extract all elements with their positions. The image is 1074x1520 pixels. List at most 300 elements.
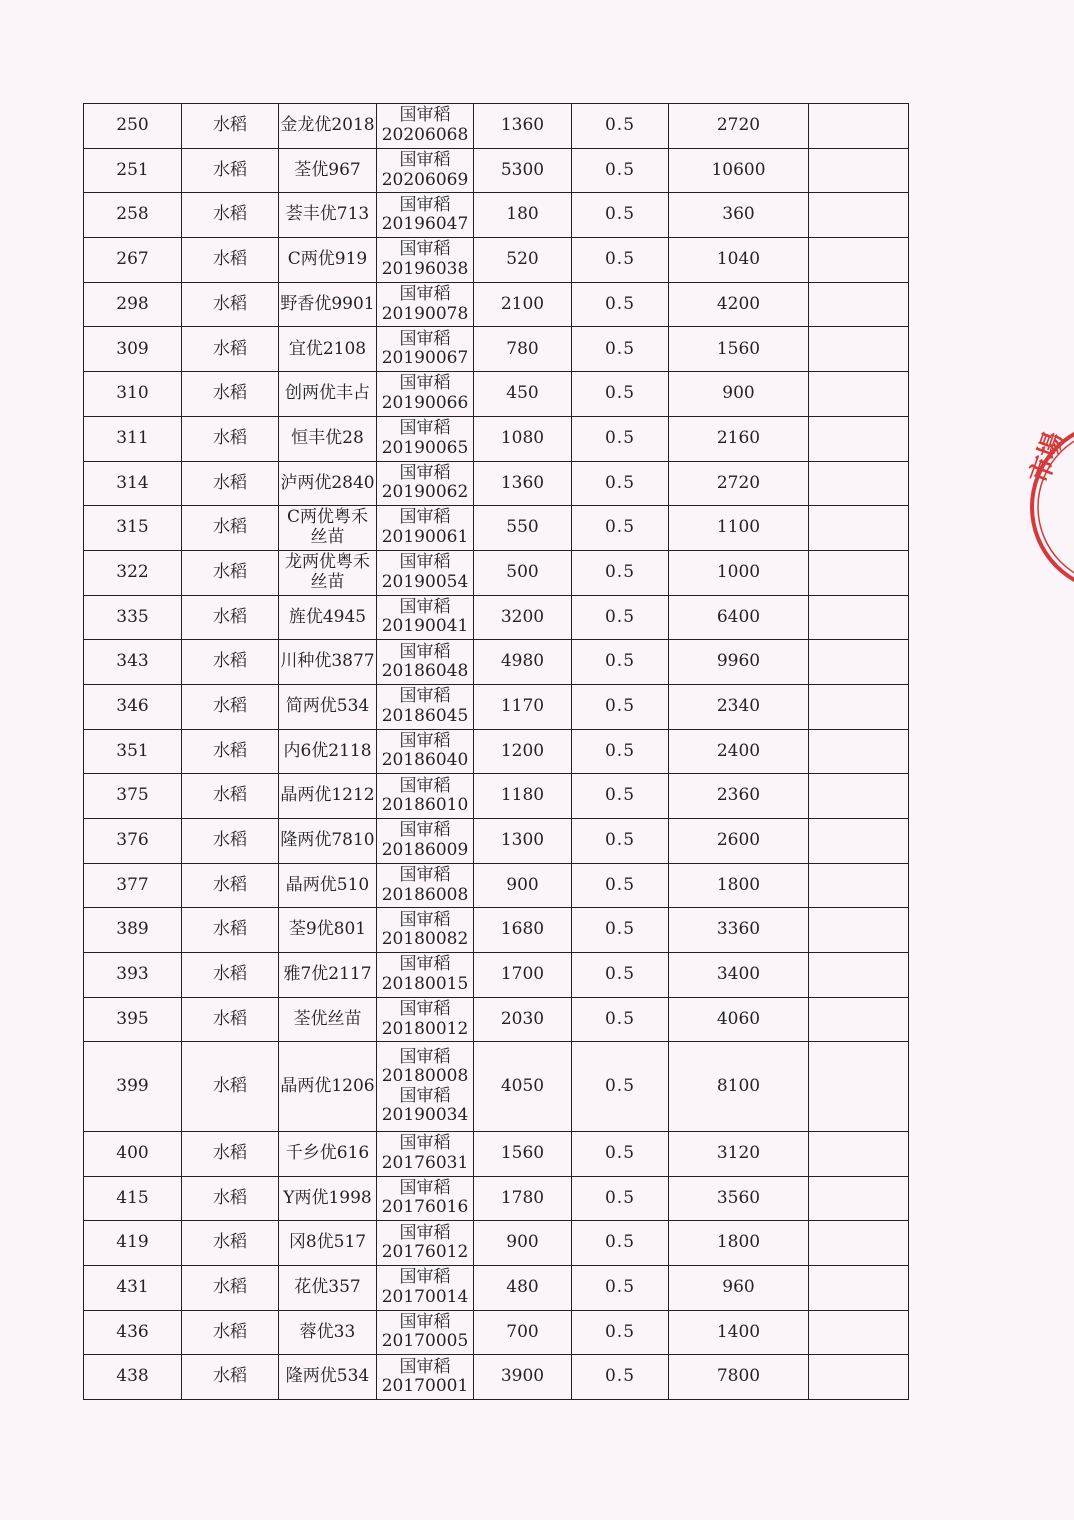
approval-number [377, 238, 474, 283]
total-value: 2600 [669, 819, 809, 864]
note-cell [809, 327, 909, 372]
amount-value: 2030 [474, 997, 572, 1042]
approval-number [377, 416, 474, 461]
variety-name: 千乡优616 [279, 1131, 377, 1176]
approval-line: 20190067 [381, 348, 469, 369]
ratio-value: 0.5 [572, 550, 669, 595]
variety-name: 宜优2108 [279, 327, 377, 372]
approval-number [377, 863, 474, 908]
total-value: 960 [669, 1265, 809, 1310]
ratio-value: 0.5 [572, 1310, 669, 1355]
row-number: 431 [84, 1265, 182, 1310]
crop-type: 水稻 [182, 774, 279, 819]
crop-type: 水稻 [182, 1310, 279, 1355]
ratio-value: 0.5 [572, 953, 669, 998]
total-value: 2340 [669, 684, 809, 729]
total-value: 4060 [669, 997, 809, 1042]
ratio-value: 0.5 [572, 506, 669, 551]
table-row [84, 1042, 909, 1131]
note-cell [809, 953, 909, 998]
row-number: 258 [84, 193, 182, 238]
approval-line: 20180008 [381, 1066, 469, 1087]
row-number: 436 [84, 1310, 182, 1355]
ratio-value: 0.5 [572, 372, 669, 417]
approval-line: 国审稻 [399, 552, 451, 573]
amount-value: 1680 [474, 908, 572, 953]
note-cell [809, 506, 909, 551]
approval-line: 国审稻 [399, 999, 451, 1020]
approval-number [377, 1042, 474, 1131]
approval-number [377, 372, 474, 417]
ratio-value: 0.5 [572, 193, 669, 238]
ratio-value: 0.5 [572, 908, 669, 953]
ratio-value: 0.5 [572, 863, 669, 908]
table-row [84, 997, 909, 1042]
note-cell [809, 282, 909, 327]
crop-type: 水稻 [182, 863, 279, 908]
approval-line: 国审稻 [399, 730, 451, 751]
amount-value: 1300 [474, 819, 572, 864]
crop-type: 水稻 [182, 238, 279, 283]
note-cell [809, 148, 909, 193]
crop-type: 水稻 [182, 372, 279, 417]
variety-name: Y两优1998 [279, 1176, 377, 1221]
variety-name: 荃9优801 [279, 908, 377, 953]
variety-name: 恒丰优28 [279, 416, 377, 461]
table-row [84, 193, 909, 238]
total-value: 10600 [669, 148, 809, 193]
approval-line: 国审稻 [399, 820, 451, 841]
row-number: 395 [84, 997, 182, 1042]
note-cell [809, 550, 909, 595]
ratio-value: 0.5 [572, 1265, 669, 1310]
row-number: 389 [84, 908, 182, 953]
approval-line: 20190062 [381, 482, 469, 503]
row-number: 251 [84, 148, 182, 193]
approval-line: 国审稻 [399, 284, 451, 305]
amount-value: 1170 [474, 684, 572, 729]
note-cell [809, 193, 909, 238]
table-row [84, 416, 909, 461]
note-cell [809, 1176, 909, 1221]
ratio-value: 0.5 [572, 1176, 669, 1221]
seal-text: 市場 [1024, 428, 1071, 488]
note-cell [809, 908, 909, 953]
table-row [84, 953, 909, 998]
approval-line: 20196038 [381, 258, 469, 279]
ratio-value: 0.5 [572, 1221, 669, 1266]
approval-line: 20170001 [381, 1376, 469, 1397]
total-value: 1800 [669, 1221, 809, 1266]
crop-type: 水稻 [182, 595, 279, 640]
amount-value: 1560 [474, 1131, 572, 1176]
approval-line: 20190066 [381, 392, 469, 413]
table-row [84, 461, 909, 506]
total-value: 3360 [669, 908, 809, 953]
note-cell [809, 1042, 909, 1131]
crop-type: 水稻 [182, 461, 279, 506]
approval-line: 国审稻 [399, 239, 451, 260]
row-number: 438 [84, 1355, 182, 1400]
approval-line: 国审稻 [399, 1085, 451, 1106]
approval-number [377, 908, 474, 953]
amount-value: 550 [474, 506, 572, 551]
amount-value: 1780 [474, 1176, 572, 1221]
table-row [84, 148, 909, 193]
amount-value: 450 [474, 372, 572, 417]
approval-line: 20170014 [381, 1286, 469, 1307]
table-row [84, 729, 909, 774]
approval-line: 国审稻 [399, 1046, 451, 1067]
row-number: 309 [84, 327, 182, 372]
approval-line: 国审稻 [399, 641, 451, 662]
amount-value: 5300 [474, 148, 572, 193]
amount-value: 900 [474, 863, 572, 908]
crop-type: 水稻 [182, 1042, 279, 1131]
crop-type: 水稻 [182, 819, 279, 864]
total-value: 360 [669, 193, 809, 238]
approval-line: 国审稻 [399, 462, 451, 483]
approval-line: 20186010 [381, 795, 469, 816]
variety-name: 晶两优1206 [279, 1042, 377, 1131]
approval-number [377, 1355, 474, 1400]
note-cell [809, 684, 909, 729]
approval-number [377, 506, 474, 551]
amount-value: 4980 [474, 640, 572, 685]
note-cell [809, 1131, 909, 1176]
table-row [84, 908, 909, 953]
table-row [84, 282, 909, 327]
amount-value: 1700 [474, 953, 572, 998]
note-cell [809, 104, 909, 149]
table-row [84, 1221, 909, 1266]
approval-line: 20186048 [381, 661, 469, 682]
row-number: 298 [84, 282, 182, 327]
approval-line: 国审稻 [399, 507, 451, 528]
ratio-value: 0.5 [572, 238, 669, 283]
approval-line: 国审稻 [399, 864, 451, 885]
seed-variety-table [83, 103, 909, 1400]
table-row [84, 506, 909, 551]
approval-line: 20176016 [381, 1197, 469, 1218]
approval-line: 国审稻 [399, 418, 451, 439]
table-row [84, 1265, 909, 1310]
total-value: 1000 [669, 550, 809, 595]
approval-line: 20180082 [381, 929, 469, 950]
row-number: 393 [84, 953, 182, 998]
approval-number [377, 640, 474, 685]
crop-type: 水稻 [182, 997, 279, 1042]
table-row [84, 238, 909, 283]
variety-name: 花优357 [279, 1265, 377, 1310]
crop-type: 水稻 [182, 640, 279, 685]
approval-number [377, 684, 474, 729]
approval-number [377, 461, 474, 506]
note-cell [809, 461, 909, 506]
approval-line: 20206069 [381, 169, 469, 190]
approval-line: 国审稻 [399, 596, 451, 617]
row-number: 400 [84, 1131, 182, 1176]
table-row [84, 595, 909, 640]
table-row [84, 104, 909, 149]
approval-line: 20176031 [381, 1152, 469, 1173]
amount-value: 3200 [474, 595, 572, 640]
table-row [84, 327, 909, 372]
ratio-value: 0.5 [572, 104, 669, 149]
total-value: 8100 [669, 1042, 809, 1131]
approval-line: 20196047 [381, 214, 469, 235]
approval-line: 20190078 [381, 303, 469, 324]
note-cell [809, 595, 909, 640]
amount-value: 2100 [474, 282, 572, 327]
approval-number [377, 1221, 474, 1266]
note-cell [809, 774, 909, 819]
total-value: 3560 [669, 1176, 809, 1221]
amount-value: 1360 [474, 104, 572, 149]
approval-line: 20186040 [381, 750, 469, 771]
crop-type: 水稻 [182, 104, 279, 149]
amount-value: 1080 [474, 416, 572, 461]
table-row [84, 1176, 909, 1221]
variety-name: 隆两优534 [279, 1355, 377, 1400]
amount-value: 700 [474, 1310, 572, 1355]
table-row [84, 819, 909, 864]
crop-type: 水稻 [182, 684, 279, 729]
ratio-value: 0.5 [572, 148, 669, 193]
variety-name: 冈8优517 [279, 1221, 377, 1266]
crop-type: 水稻 [182, 282, 279, 327]
approval-number [377, 997, 474, 1042]
amount-value: 1200 [474, 729, 572, 774]
total-value: 1800 [669, 863, 809, 908]
row-number: 335 [84, 595, 182, 640]
table-row [84, 550, 909, 595]
approval-number [377, 1131, 474, 1176]
approval-line: 国审稻 [399, 1133, 451, 1154]
crop-type: 水稻 [182, 1176, 279, 1221]
approval-number [377, 550, 474, 595]
crop-type: 水稻 [182, 550, 279, 595]
variety-name: 创两优丰占 [279, 372, 377, 417]
approval-number [377, 1310, 474, 1355]
amount-value: 3900 [474, 1355, 572, 1400]
total-value: 2720 [669, 104, 809, 149]
variety-name: 荟丰优713 [279, 193, 377, 238]
crop-type: 水稻 [182, 327, 279, 372]
ratio-value: 0.5 [572, 282, 669, 327]
approval-line: 国审稻 [399, 954, 451, 975]
ratio-value: 0.5 [572, 1042, 669, 1131]
variety-name: 晶两优510 [279, 863, 377, 908]
crop-type: 水稻 [182, 729, 279, 774]
ratio-value: 0.5 [572, 684, 669, 729]
approval-number [377, 819, 474, 864]
variety-name: 旌优4945 [279, 595, 377, 640]
row-number: 250 [84, 104, 182, 149]
table-row [84, 640, 909, 685]
approval-line: 20176012 [381, 1242, 469, 1263]
approval-number [377, 953, 474, 998]
note-cell [809, 1265, 909, 1310]
row-number: 377 [84, 863, 182, 908]
approval-line: 国审稻 [399, 373, 451, 394]
table-row [84, 774, 909, 819]
approval-number [377, 104, 474, 149]
approval-line: 20190061 [381, 527, 469, 548]
note-cell [809, 863, 909, 908]
total-value: 9960 [669, 640, 809, 685]
approval-line: 国审稻 [399, 1177, 451, 1198]
crop-type: 水稻 [182, 1221, 279, 1266]
total-value: 4200 [669, 282, 809, 327]
variety-name: 泸两优2840 [279, 461, 377, 506]
amount-value: 1180 [474, 774, 572, 819]
row-number: 315 [84, 506, 182, 551]
table-row [84, 1355, 909, 1400]
approval-line: 20186009 [381, 839, 469, 860]
variety-name: 隆两优7810 [279, 819, 377, 864]
approval-line: 国审稻 [399, 909, 451, 930]
crop-type: 水稻 [182, 953, 279, 998]
note-cell [809, 238, 909, 283]
ratio-value: 0.5 [572, 640, 669, 685]
approval-line: 国审稻 [399, 194, 451, 215]
row-number: 376 [84, 819, 182, 864]
variety-name: 蓉优33 [279, 1310, 377, 1355]
approval-line: 国审稻 [399, 149, 451, 170]
note-cell [809, 416, 909, 461]
approval-line: 20190065 [381, 437, 469, 458]
row-number: 311 [84, 416, 182, 461]
total-value: 2400 [669, 729, 809, 774]
amount-value: 480 [474, 1265, 572, 1310]
total-value: 900 [669, 372, 809, 417]
approval-number [377, 327, 474, 372]
approval-line: 20186008 [381, 884, 469, 905]
total-value: 2360 [669, 774, 809, 819]
total-value: 6400 [669, 595, 809, 640]
approval-line: 国审稻 [399, 1222, 451, 1243]
row-number: 322 [84, 550, 182, 595]
note-cell [809, 1355, 909, 1400]
approval-line: 国审稻 [399, 1267, 451, 1288]
total-value: 1400 [669, 1310, 809, 1355]
ratio-value: 0.5 [572, 416, 669, 461]
crop-type: 水稻 [182, 506, 279, 551]
ratio-value: 0.5 [572, 1131, 669, 1176]
variety-name: 龙两优粤禾丝苗 [279, 550, 377, 595]
amount-value: 520 [474, 238, 572, 283]
variety-name: 荃优967 [279, 148, 377, 193]
note-cell [809, 1310, 909, 1355]
table-row [84, 863, 909, 908]
note-cell [809, 372, 909, 417]
approval-number [377, 595, 474, 640]
total-value: 1560 [669, 327, 809, 372]
variety-name: 金龙优2018 [279, 104, 377, 149]
approval-line: 20190034 [381, 1105, 469, 1126]
row-number: 314 [84, 461, 182, 506]
row-number: 267 [84, 238, 182, 283]
note-cell [809, 997, 909, 1042]
note-cell [809, 819, 909, 864]
variety-name: C两优粤禾丝苗 [279, 506, 377, 551]
approval-number [377, 1176, 474, 1221]
total-value: 3120 [669, 1131, 809, 1176]
total-value: 1100 [669, 506, 809, 551]
approval-number [377, 729, 474, 774]
variety-name: 内6优2118 [279, 729, 377, 774]
variety-name: 野香优9901 [279, 282, 377, 327]
approval-line: 国审稻 [399, 1311, 451, 1332]
total-value: 3400 [669, 953, 809, 998]
approval-line: 20206068 [381, 124, 469, 145]
approval-line: 20170005 [381, 1331, 469, 1352]
amount-value: 4050 [474, 1042, 572, 1131]
variety-name: 简两优534 [279, 684, 377, 729]
note-cell [809, 640, 909, 685]
approval-line: 20186045 [381, 705, 469, 726]
approval-line: 20180012 [381, 1018, 469, 1039]
ratio-value: 0.5 [572, 819, 669, 864]
table-row [84, 1131, 909, 1176]
crop-type: 水稻 [182, 148, 279, 193]
ratio-value: 0.5 [572, 774, 669, 819]
ratio-value: 0.5 [572, 595, 669, 640]
row-number: 399 [84, 1042, 182, 1131]
total-value: 2720 [669, 461, 809, 506]
amount-value: 1360 [474, 461, 572, 506]
approval-line: 20190041 [381, 616, 469, 637]
note-cell [809, 729, 909, 774]
approval-number [377, 193, 474, 238]
crop-type: 水稻 [182, 193, 279, 238]
ratio-value: 0.5 [572, 1355, 669, 1400]
amount-value: 500 [474, 550, 572, 595]
ratio-value: 0.5 [572, 729, 669, 774]
ratio-value: 0.5 [572, 461, 669, 506]
approval-line: 20180015 [381, 973, 469, 994]
approval-line: 国审稻 [399, 775, 451, 796]
variety-name: 荃优丝苗 [279, 997, 377, 1042]
total-value: 2160 [669, 416, 809, 461]
approval-number [377, 148, 474, 193]
approval-number [377, 282, 474, 327]
variety-name: 晶两优1212 [279, 774, 377, 819]
table-body [84, 104, 909, 1400]
crop-type: 水稻 [182, 1131, 279, 1176]
row-number: 310 [84, 372, 182, 417]
row-number: 375 [84, 774, 182, 819]
row-number: 351 [84, 729, 182, 774]
table-row [84, 372, 909, 417]
row-number: 415 [84, 1176, 182, 1221]
ratio-value: 0.5 [572, 327, 669, 372]
approval-number [377, 1265, 474, 1310]
row-number: 419 [84, 1221, 182, 1266]
ratio-value: 0.5 [572, 997, 669, 1042]
approval-line: 国审稻 [399, 105, 451, 126]
table-row [84, 1310, 909, 1355]
note-cell [809, 1221, 909, 1266]
amount-value: 900 [474, 1221, 572, 1266]
total-value: 7800 [669, 1355, 809, 1400]
official-seal-stamp [1024, 415, 1074, 600]
approval-number [377, 774, 474, 819]
variety-name: 雅7优2117 [279, 953, 377, 998]
row-number: 346 [84, 684, 182, 729]
approval-line: 国审稻 [399, 686, 451, 707]
